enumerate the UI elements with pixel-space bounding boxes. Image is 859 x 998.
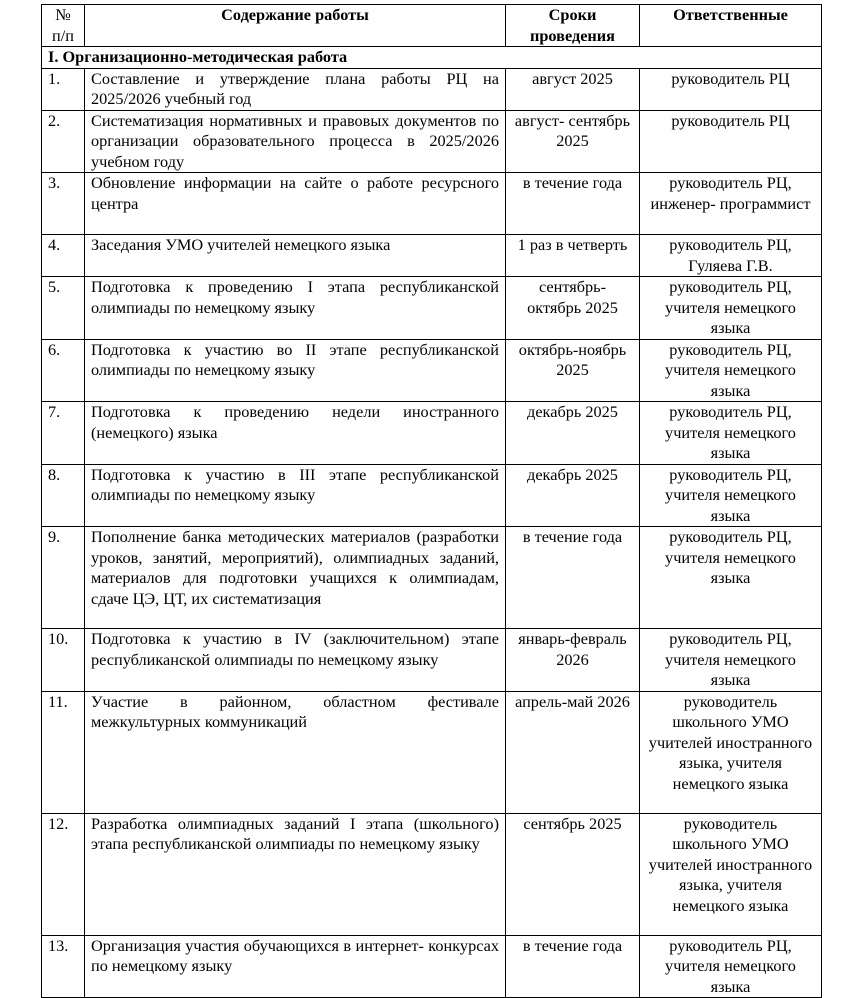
row-content: Подготовка к участию в III этапе республиканской олимпиады по немецкому языку <box>85 464 506 527</box>
header-date: Сроки проведения <box>506 5 640 47</box>
header-num: № п/п <box>42 5 85 47</box>
row-responsible: руководитель РЦ <box>640 110 822 173</box>
table-row <box>42 339 822 402</box>
row-content: Заседания УМО учителей немецкого языка <box>85 235 506 277</box>
row-num: 6. <box>42 339 85 402</box>
section-row <box>42 47 822 69</box>
table-row <box>42 464 822 527</box>
row-date: в течение года <box>506 935 640 998</box>
row-content: Подготовка к участию в IV (заключительном) этапе республиканской олимпиады по немецкому языку <box>85 629 506 692</box>
row-num: 4. <box>42 235 85 277</box>
row-date: октябрь-ноябрь 2025 <box>506 339 640 402</box>
table-row <box>42 235 822 277</box>
row-num: 7. <box>42 402 85 465</box>
row-responsible: руководитель РЦ, учителя немецкого языка <box>640 935 822 998</box>
row-responsible: руководитель РЦ, инженер- программист <box>640 173 822 235</box>
table-row <box>42 935 822 998</box>
row-num: 8. <box>42 464 85 527</box>
row-num: 9. <box>42 527 85 629</box>
row-num: 3. <box>42 173 85 235</box>
row-responsible: руководитель РЦ, учителя немецкого языка <box>640 527 822 629</box>
section-title: I. Организационно-методическая работа <box>42 47 822 69</box>
row-date: декабрь 2025 <box>506 402 640 465</box>
row-date: январь-февраль 2026 <box>506 629 640 692</box>
row-date: декабрь 2025 <box>506 464 640 527</box>
header-responsible: Ответственные <box>640 5 822 47</box>
row-num: 2. <box>42 110 85 173</box>
row-content: Организация участия обучающихся в интернет- конкурсах по немецкому языку <box>85 935 506 998</box>
row-content: Участие в районном, областном фестивале межкультурных коммуникаций <box>85 691 506 813</box>
row-num: 10. <box>42 629 85 692</box>
row-responsible: руководитель РЦ, учителя немецкого языка <box>640 339 822 402</box>
table-row <box>42 629 822 692</box>
row-responsible: руководитель РЦ, Гуляева Г.В. <box>640 235 822 277</box>
row-num: 5. <box>42 277 85 340</box>
table-row <box>42 691 822 813</box>
row-content: Пополнение банка методических материалов (разработки уроков, занятий, мероприятий), олимпиадных заданий, материалов для подготовки учащихся к олимпиадам, сдаче ЦЭ, ЦТ, их систематизация <box>85 527 506 629</box>
row-content: Составление и утверждение плана работы РЦ на 2025/2026 учебный год <box>85 68 506 110</box>
row-responsible: руководитель РЦ, учителя немецкого языка <box>640 402 822 465</box>
table-row <box>42 402 822 465</box>
row-num: 12. <box>42 813 85 935</box>
row-responsible: руководитель школьного УМО учителей иностранного языка, учителя немецкого языка <box>640 813 822 935</box>
row-responsible: руководитель РЦ, учителя немецкого языка <box>640 629 822 692</box>
row-responsible: руководитель РЦ, учителя немецкого языка <box>640 277 822 340</box>
table-row <box>42 527 822 629</box>
row-content: Систематизация нормативных и правовых документов по организации образовательного процесса в 2025/2026 учебном году <box>85 110 506 173</box>
row-responsible: руководитель школьного УМО учителей иностранного языка, учителя немецкого языка <box>640 691 822 813</box>
row-content: Разработка олимпиадных заданий I этапа (школьного) этапа республиканской олимпиады по немецкому языку <box>85 813 506 935</box>
row-date: сентябрь 2025 <box>506 813 640 935</box>
table-header-row <box>42 5 822 47</box>
table-row <box>42 110 822 173</box>
row-date: в течение года <box>506 527 640 629</box>
header-content: Содержание работы <box>85 5 506 47</box>
row-date: август 2025 <box>506 68 640 110</box>
row-num: 11. <box>42 691 85 813</box>
row-num: 1. <box>42 68 85 110</box>
row-date: апрель-май 2026 <box>506 691 640 813</box>
row-num: 13. <box>42 935 85 998</box>
table-row <box>42 813 822 935</box>
table-row <box>42 173 822 235</box>
row-content: Подготовка к участию во II этапе республиканской олимпиады по немецкому языку <box>85 339 506 402</box>
row-date: 1 раз в четверть <box>506 235 640 277</box>
table-row <box>42 277 822 340</box>
row-date: в течение года <box>506 173 640 235</box>
row-content: Подготовка к проведению I этапа республиканской олимпиады по немецкому языку <box>85 277 506 340</box>
row-content: Обновление информации на сайте о работе ресурсного центра <box>85 173 506 235</box>
work-plan-table <box>41 4 822 998</box>
row-responsible: руководитель РЦ <box>640 68 822 110</box>
row-date: август- сентябрь 2025 <box>506 110 640 173</box>
row-content: Подготовка к проведению недели иностранного (немецкого) языка <box>85 402 506 465</box>
row-date: сентябрь- октябрь 2025 <box>506 277 640 340</box>
row-responsible: руководитель РЦ, учителя немецкого языка <box>640 464 822 527</box>
table-row <box>42 68 822 110</box>
